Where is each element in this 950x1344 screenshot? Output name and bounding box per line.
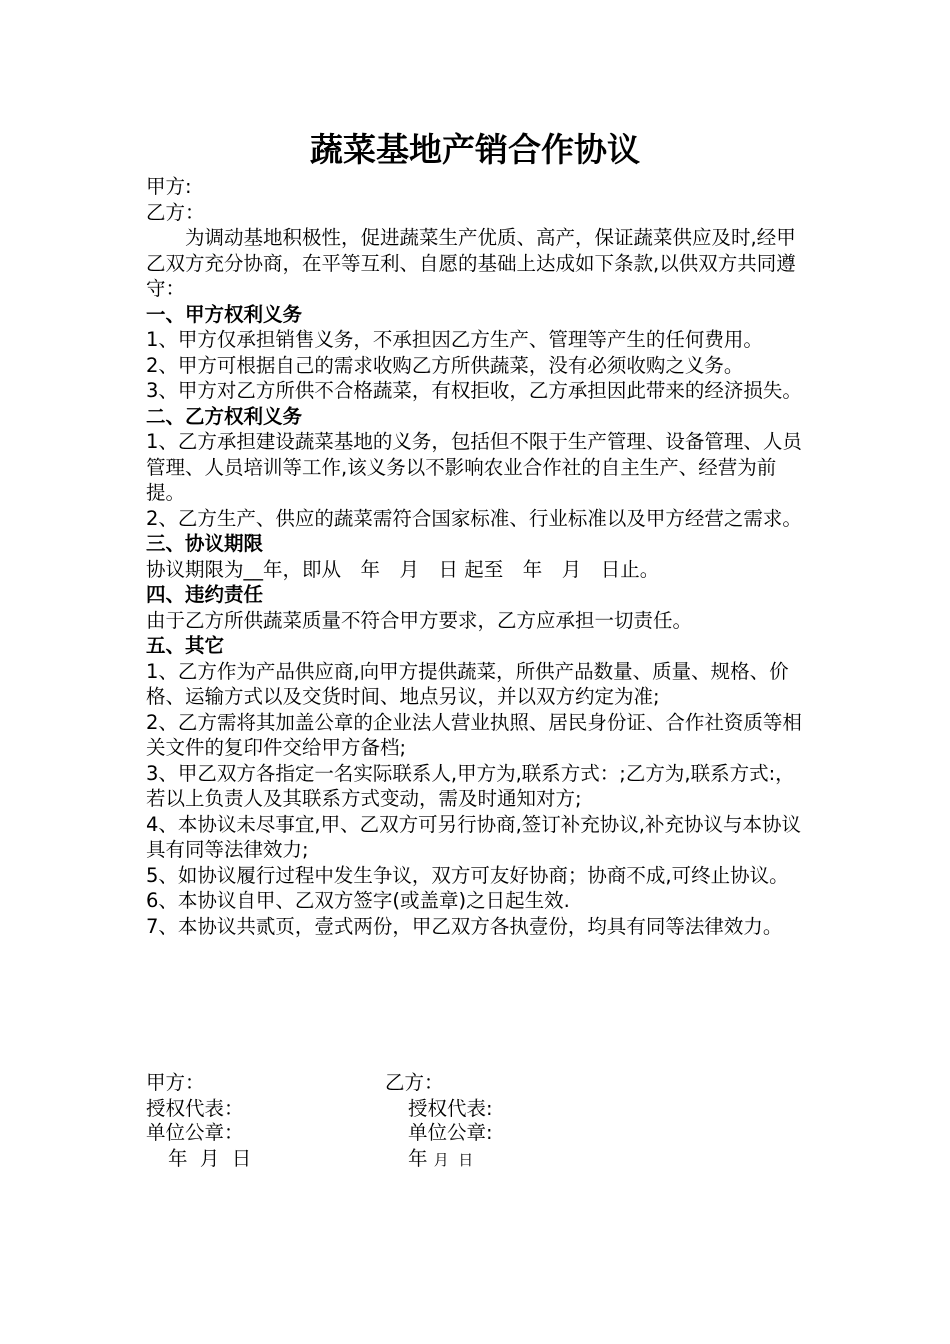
seal-party-a: 单位公章： (146, 1121, 244, 1144)
clause: 7、本协议共贰页，壹式两份，甲乙双方各执壹份，均具有同等法律效力。 (146, 914, 783, 938)
clause: 协议期限为__年，即从 年 月 日 起至 年 月 日止。 (146, 557, 660, 581)
clause: 2、甲方可根据自己的需求收购乙方所供蔬菜，没有必须收购之义务。 (146, 353, 744, 377)
clause: 1、甲方仅承担销售义务，不承担因乙方生产、管理等产生的任何费用。 (146, 328, 763, 351)
clause: 由于乙方所供蔬菜质量不符合甲方要求，乙方应承担一切责任。 (146, 608, 693, 632)
date-party-b (408, 1146, 473, 1174)
clause: 1、乙方作为产品供应商,向甲方提供蔬菜，所供产品数量、质量、规格、价格、运输方式以及交货时间、地点另议，并以双方约定为准; (146, 659, 789, 708)
section-heading: 四、违约责任 (146, 583, 264, 606)
rep-party-b: 授权代表: (408, 1097, 493, 1120)
preamble: 为调动基地积极性，促进蔬菜生产优质、高产，保证蔬菜供应及时,经甲乙双方充分协商，在平等互利、自愿的基础上达成如下条款,以供双方共同遵守： (146, 226, 796, 300)
clause: 2、乙方生产、供应的蔬菜需符合国家标准、行业标准以及甲方经营之需求。 (146, 506, 802, 530)
clause: 6、本协议自甲、乙双方签字(或盖章)之日起生效. (146, 889, 570, 912)
section-heading: 三、协议期限 (146, 532, 264, 555)
section-heading: 二、乙方权利义务 (146, 404, 303, 428)
document-title: 蔬菜基地产销合作协议 (310, 130, 640, 169)
clause: 1、乙方承担建设蔬菜基地的义务，包括但不限于生产管理、设备管理、人员管理、人员培训等工作,该义务以不影响农业合作社的自主生产、经营为前提。 (146, 430, 802, 504)
signature-party-a: 甲方： (146, 1071, 205, 1094)
clause: 3、甲乙双方各指定一名实际联系人,甲方为,联系方式：;乙方为,联系方式:，若以上负责人及其联系方式变动，需及时通知对方; (146, 761, 795, 810)
section-heading: 一、甲方权利义务 (146, 302, 303, 326)
clause: 3、甲方对乙方所供不合格蔬菜，有权拒收，乙方承担因此带来的经济损失。 (146, 379, 802, 402)
seal-party-b: 单位公章: (408, 1121, 493, 1144)
date-year-label: 年 (408, 1147, 428, 1170)
document-body (146, 174, 814, 939)
clause: 4、本协议未尽事宜,甲、乙双方可另行协商,签订补充协议,补充协议与本协议具有同等法律效力; (146, 812, 802, 861)
clause: 5、如协议履行过程中发生争议，双方可友好协商；协商不成,可终止协议。 (146, 863, 789, 887)
date-month-day-label: 月 日 (433, 1151, 474, 1169)
rep-party-a: 授权代表： (146, 1097, 244, 1120)
clause: 2、乙方需将其加盖公章的企业法人营业执照、居民身份证、合作社资质等相关文件的复印件交给甲方备档; (146, 710, 802, 759)
signature-party-b: 乙方： (385, 1071, 444, 1094)
party-b-line: 乙方： (146, 200, 205, 224)
date-party-a: 年 月 日 (168, 1147, 252, 1170)
section-heading: 五、其它 (146, 634, 225, 657)
party-a-line: 甲方: (146, 175, 192, 198)
